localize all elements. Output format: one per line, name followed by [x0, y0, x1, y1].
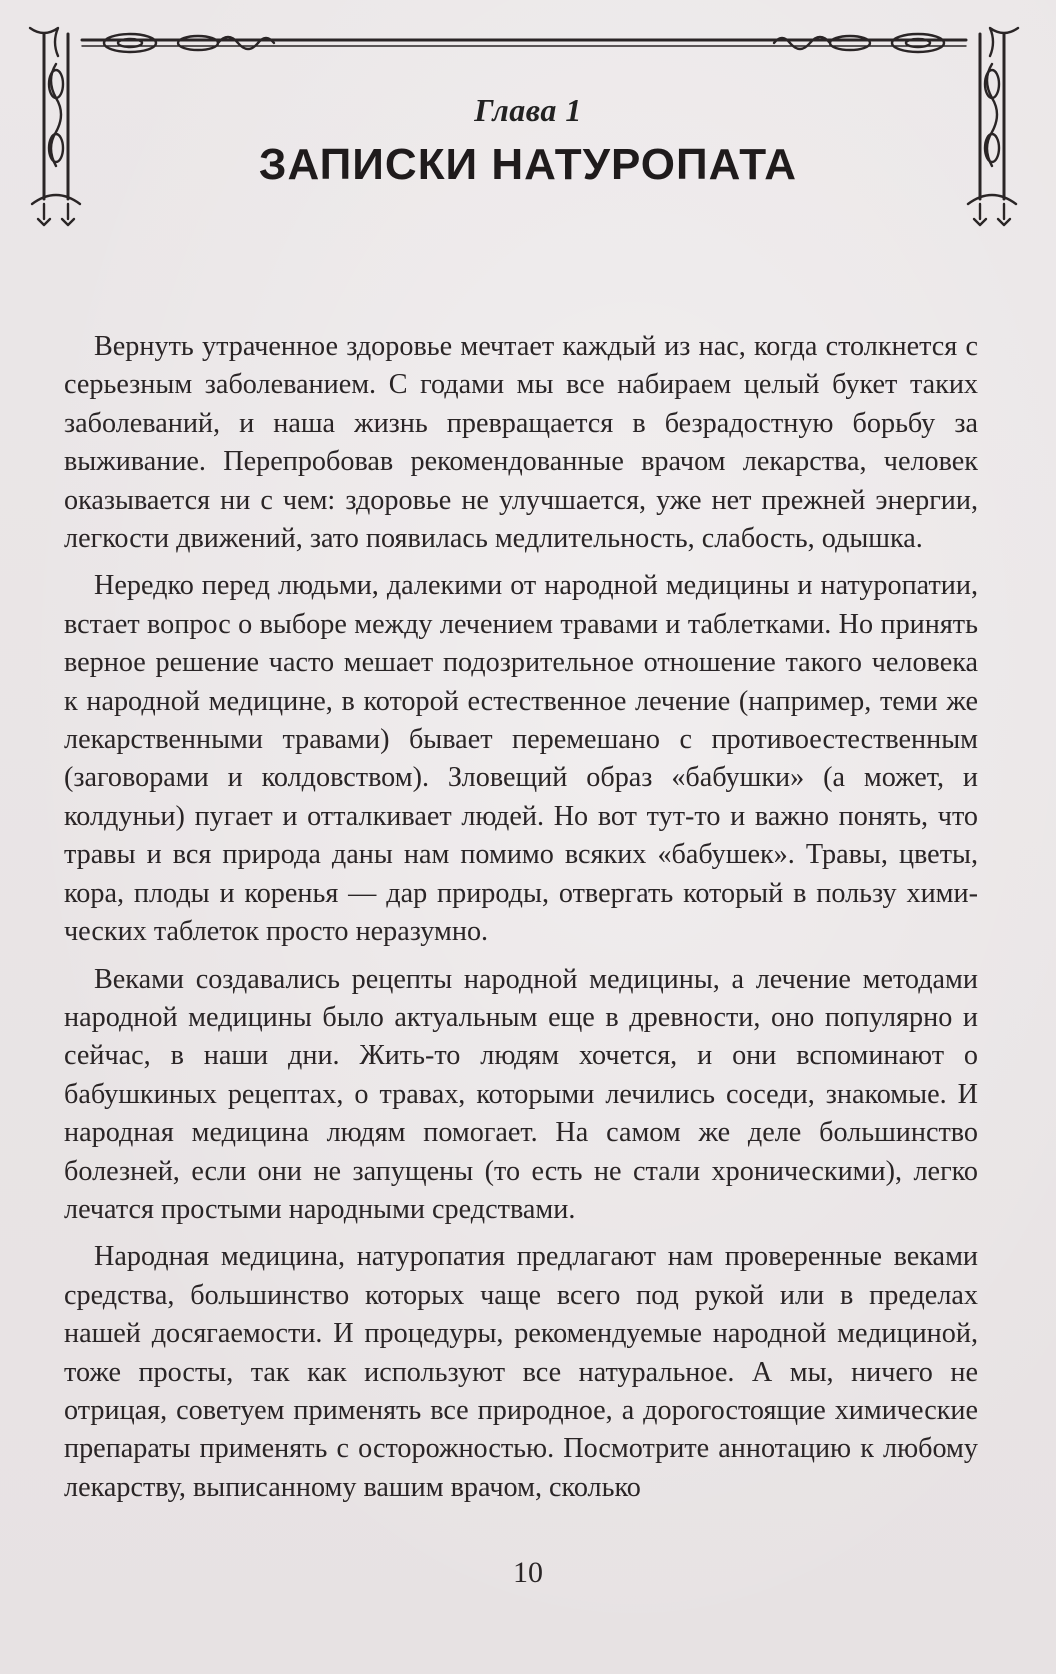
paragraph: Народная медицина, натуропатия предлагают нам проверенные веками средства, большинство которых чаще всего под рукой или в пределах нашей досягаемости. И процедуры, рекомендуемые народной медициной, тоже просты, так как используют все натуральное. А мы, ничего не отрицая, советуем применять все природное, а дорогостоящие химические препараты применять с осторожностью. Посмотрите аннотацию к любому лекарству, выписанному вашим врачом, сколько	[64, 1241, 978, 1503]
chapter-body	[64, 328, 978, 1516]
ornament-knots-right	[774, 34, 944, 52]
paragraph: Веками создавались рецепты народной медицины, а лечение методами народной медицины было актуальным еще в древности, оно популярно и сейчас, в наши дни. Жить-то людям хочется, и они вспоминают о бабушкиных рецептах, о травах, которыми лечились соседи, знакомые. И народная медицина людям помогает. На самом же деле большинство болезней, если они не запущены (то есть не стали хроническими), легко лечатся простыми народными средствами.	[64, 963, 978, 1225]
ornament-knots-left	[104, 34, 274, 52]
page-number: 10	[513, 1556, 543, 1589]
chapter-label: Глава 1	[474, 92, 582, 128]
paragraph: Вернуть утраченное здоровье мечтает каждый из нас, когда столкнется с серьезным заболеванием. С годами мы все набираем целый букет таких заболеваний, и наша жизнь превращается в безрадостную борьбу за выживание. Перепробовав рекомендованные врачом лекарства, человек оказывается ни с чем: здоровье не улучшается, уже нет прежней энергии, легкости движений, зато появилась медлительность, слабость, одышка.	[64, 331, 978, 555]
paragraph: Нередко перед людьми, далекими от народной медицины и натуропатии, встает вопрос о выборе между лечением травами и таблетками. Но принять верное решение часто мешает подозрительное отношение такого человека к народной медицине, в которой естественное лечение (например, теми же лекарственными травами) бывает перемешано с противоестественным (заговорами и колдовством). Зловещий образ «бабушки» (а может, и колдуньи) пугает и отталкивает людей. Но вот тут-то и важно понять, что травы и вся природа даны нам помимо всяких «бабушек». Травы, цветы, кора, плоды и коренья — дар природы, отвергать который в пользу химических таблеток просто неразумно.	[64, 570, 978, 948]
chapter-title: ЗАПИСКИ НАТУРОПАТА	[258, 140, 798, 189]
